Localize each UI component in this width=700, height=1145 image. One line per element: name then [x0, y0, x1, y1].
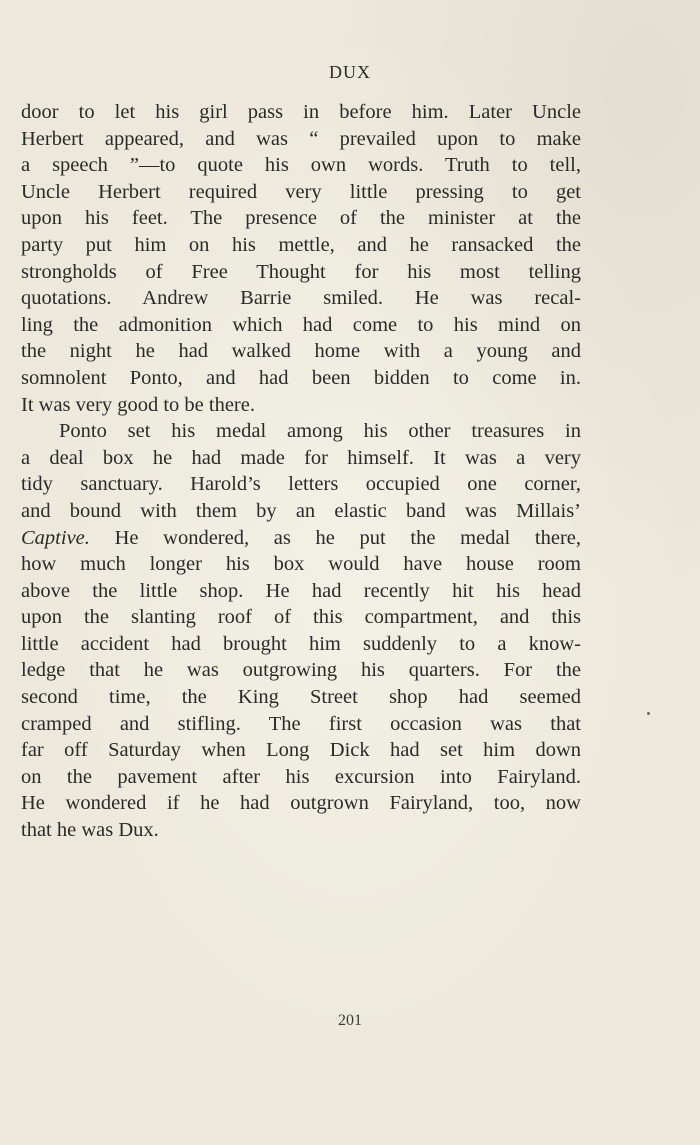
text-line-with-title	[21, 525, 581, 552]
paper-speck	[647, 712, 650, 715]
text-line: a speech ”—to quote his own words. Truth to tell,	[21, 154, 581, 177]
text-line: on the pavement after his excursion into Fairyland.	[21, 765, 581, 788]
italic-title: Captive.	[21, 526, 90, 549]
text-line: far off Saturday when Long Dick had set him down	[21, 739, 581, 762]
text-line: and bound with them by an elastic band was Millais’	[21, 499, 581, 522]
text-line: how much longer his box would have house room	[21, 553, 581, 576]
text-line: Uncle Herbert required very little pressing to get	[21, 180, 581, 203]
text-line-rest: He wondered, as he put the medal there,	[114, 526, 581, 549]
text-line: upon the slanting roof of this compartment, and this	[21, 606, 581, 629]
text-line: ledge that he was outgrowing his quarters. For the	[21, 659, 581, 682]
text-line: cramped and stifling. The first occasion was that	[21, 712, 581, 735]
text-line: quotations. Andrew Barrie smiled. He was recal-	[21, 287, 581, 310]
text-line: above the little shop. He had recently hit his head	[21, 579, 581, 602]
text-line: strongholds of Free Thought for his most telling	[21, 260, 581, 283]
text-line: that he was Dux.	[21, 819, 159, 842]
text-line: the night he had walked home with a young and	[21, 340, 581, 363]
text-line: He wondered if he had outgrown Fairyland, too, now	[21, 792, 581, 815]
text-line: door to let his girl pass in before him. Later Uncle	[21, 101, 581, 123]
text-line: Herbert appeared, and was “ prevailed upon to make	[21, 127, 581, 150]
text-line: upon his feet. The presence of the minister at the	[21, 207, 581, 230]
body-text	[21, 99, 581, 844]
text-line: second time, the King Street shop had seemed	[21, 686, 581, 709]
running-head: DUX	[329, 62, 371, 82]
text-line: ling the admonition which had come to his mind on	[21, 313, 581, 336]
text-line: somnolent Ponto, and had been bidden to come in.	[21, 366, 581, 389]
text-line: It was very good to be there.	[21, 393, 255, 416]
text-line: party put him on his mettle, and he ransacked the	[21, 233, 581, 256]
text-line: little accident had brought him suddenly to a know-	[21, 632, 581, 655]
text-line: a deal box he had made for himself. It was a very	[21, 446, 581, 469]
text-line: tidy sanctuary. Harold’s letters occupied one corner,	[21, 473, 581, 496]
text-line: Ponto set his medal among his other treasures in	[59, 420, 581, 443]
page-number: 201	[338, 1012, 362, 1029]
